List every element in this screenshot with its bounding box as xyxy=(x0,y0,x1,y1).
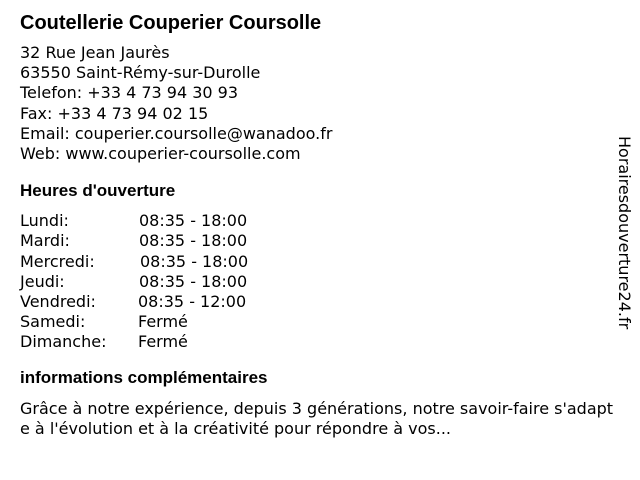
info-description: Grâce à notre expérience, depuis 3 générations, notre savoir-faire s'adapte à l'évolution et à la créativité pour répondre à vos... xyxy=(20,398,614,439)
info-heading: informations complémentaires xyxy=(20,367,268,387)
contact-block xyxy=(20,43,610,164)
hours-row-saturday xyxy=(20,312,610,332)
hours-day: Mercredi: xyxy=(20,251,95,271)
hours-time: Fermé xyxy=(138,312,188,332)
hours-row-tuesday xyxy=(20,231,610,251)
hours-time: Fermé xyxy=(138,332,188,352)
business-card xyxy=(20,11,614,440)
hours-time: 08:35 - 18:00 xyxy=(139,231,248,251)
hours-time: 08:35 - 18:00 xyxy=(139,211,248,231)
hours-day: Vendredi: xyxy=(20,291,96,311)
hours-row-sunday xyxy=(20,332,610,352)
hours-day: Jeudi: xyxy=(20,271,65,291)
hours-time: 08:35 - 12:00 xyxy=(138,291,247,311)
hours-time: 08:35 - 18:00 xyxy=(139,271,248,291)
business-name: Coutellerie Couperier Coursolle xyxy=(20,12,322,34)
phone-line: Telefon: +33 4 73 94 30 93 xyxy=(20,83,239,103)
web-line: Web: www.couperier-coursolle.com xyxy=(20,144,301,164)
hours-time: 08:35 - 18:00 xyxy=(140,251,249,271)
hours-row-friday xyxy=(20,292,610,312)
address-city: 63550 Saint-Rémy-sur-Durolle xyxy=(20,63,261,83)
site-watermark: Horairesdouverture24.fr xyxy=(615,136,634,330)
hours-row-wednesday xyxy=(20,252,610,272)
hours-day: Samedi: xyxy=(20,312,86,332)
fax-line: Fax: +33 4 73 94 02 15 xyxy=(20,103,209,123)
address-street: 32 Rue Jean Jaurès xyxy=(20,43,170,62)
hours-table xyxy=(20,211,610,352)
hours-day: Lundi: xyxy=(20,211,69,231)
hours-day: Mardi: xyxy=(20,231,70,251)
hours-row-monday xyxy=(20,211,610,231)
email-line: Email: couperier.coursolle@wanadoo.fr xyxy=(20,123,333,143)
hours-heading: Heures d'ouverture xyxy=(20,181,176,201)
hours-day: Dimanche: xyxy=(20,332,107,352)
hours-row-thursday xyxy=(20,272,610,292)
